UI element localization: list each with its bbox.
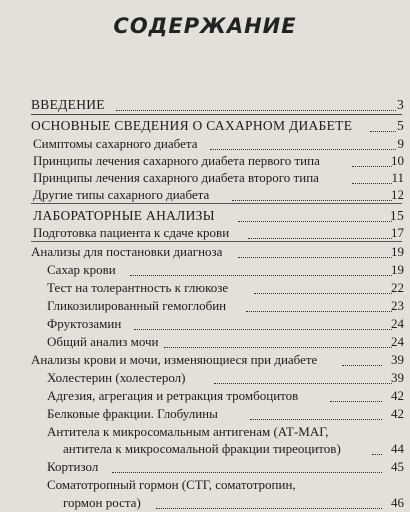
- toc-entry-label: ЛАБОРАТОРНЫЕ АНАЛИЗЫ: [33, 208, 215, 223]
- toc-entry[interactable]: [0, 186, 410, 204]
- dot-leader: [372, 436, 382, 455]
- toc-entry-label: антитела к микросомальной фракции тиреоцитов): [63, 441, 341, 456]
- toc-entry-label: Подготовка пациента к сдаче крови: [33, 225, 230, 240]
- dot-leader: [214, 365, 392, 384]
- toc-entry-page: 24: [391, 334, 404, 349]
- toc-entry-page: 45: [391, 459, 404, 474]
- dot-leader: [232, 182, 392, 201]
- toc-entry-label: Общий анализ мочи: [47, 334, 159, 349]
- dot-leader: [130, 257, 392, 276]
- toc-entry-label: ВВЕДЕНИЕ: [31, 97, 105, 112]
- toc-entry[interactable]: [0, 135, 410, 153]
- toc-entry-page: 19: [391, 262, 404, 277]
- toc-entry-page: 11: [391, 170, 404, 185]
- toc-entry-label: Кортизол: [47, 459, 99, 474]
- toc-entry-page: 42: [391, 406, 404, 421]
- toc-entry[interactable]: [0, 423, 410, 441]
- dot-leader: [250, 401, 382, 420]
- toc-entry-page: 24: [391, 316, 404, 331]
- dot-leader: [246, 293, 392, 312]
- page-title: СОДЕРЖАНИЕ: [113, 14, 297, 38]
- toc-entry-label: Тест на толерантность к глюкозе: [47, 280, 229, 295]
- toc-entry-page: 39: [391, 352, 404, 367]
- toc-entry-page: 12: [391, 187, 404, 202]
- toc-entry-page: 22: [391, 280, 404, 295]
- dot-leader: [116, 92, 396, 111]
- dot-leader: [248, 220, 392, 239]
- toc-entry-page: 17: [391, 225, 404, 240]
- toc-entry-label: ОСНОВНЫЕ СВЕДЕНИЯ О САХАРНОМ ДИАБЕТЕ: [31, 118, 353, 133]
- toc-entry-page: 9: [397, 136, 404, 151]
- dot-leader: [134, 311, 392, 330]
- toc-entry-label: Белковые фракции. Глобулины: [47, 406, 218, 421]
- toc-entry-label: Другие типы сахарного диабета: [33, 187, 210, 202]
- dot-leader: [254, 275, 392, 294]
- dot-leader: [342, 347, 382, 366]
- toc-entry-label: Холестерин (холестерол): [47, 370, 186, 385]
- toc-entry[interactable]: [0, 96, 410, 114]
- toc-entry-label: Анализы для постановки диагноза: [31, 244, 223, 259]
- toc-entry-page: 19: [391, 244, 404, 259]
- toc-entry-label: Фруктозамин: [47, 316, 122, 331]
- toc-entry-page: 3: [396, 97, 404, 112]
- divider: [31, 114, 402, 115]
- toc-entry-label: Анализы крови и мочи, изменяющиеся при диабете: [31, 352, 318, 367]
- toc-entry-page: 46: [391, 495, 404, 510]
- dot-leader: [156, 490, 382, 509]
- toc-entry-label: Соматотропный гормон (СТГ, соматотропин,: [47, 477, 296, 492]
- toc-entry[interactable]: [0, 405, 410, 423]
- toc-entry-page: 44: [391, 441, 404, 456]
- toc-entry-label: Принципы лечения сахарного диабета второго типа: [33, 170, 319, 185]
- dot-leader: [238, 239, 392, 258]
- toc-entry-page: 42: [391, 388, 404, 403]
- dot-leader: [370, 113, 396, 132]
- toc-entry-page: 5: [396, 118, 404, 133]
- toc-entry-label: Симптомы сахарного диабета: [33, 136, 198, 151]
- toc-entry-label: Сахар крови: [47, 262, 116, 277]
- toc-entry-page: 23: [391, 298, 404, 313]
- toc-entry-page: 15: [389, 208, 404, 223]
- toc-entry[interactable]: [0, 458, 410, 476]
- dot-leader: [330, 383, 382, 402]
- toc-entry-page: 39: [391, 370, 404, 385]
- toc-entry-page: 10: [391, 153, 404, 168]
- dot-leader: [112, 454, 382, 473]
- dot-leader: [164, 329, 392, 348]
- toc-entry-label: Адгезия, агрегация и ретракция тромбоцитов: [47, 388, 299, 403]
- toc-entry-label: Антитела к микросомальным антигенам (АТ-МАГ,: [47, 424, 329, 439]
- toc-entry-label: Гликозилированный гемоглобин: [47, 298, 227, 313]
- toc-entry-label: гормон роста): [63, 495, 141, 510]
- toc-entry-label: Принципы лечения сахарного диабета первого типа: [33, 153, 320, 168]
- toc-entry[interactable]: [0, 152, 410, 170]
